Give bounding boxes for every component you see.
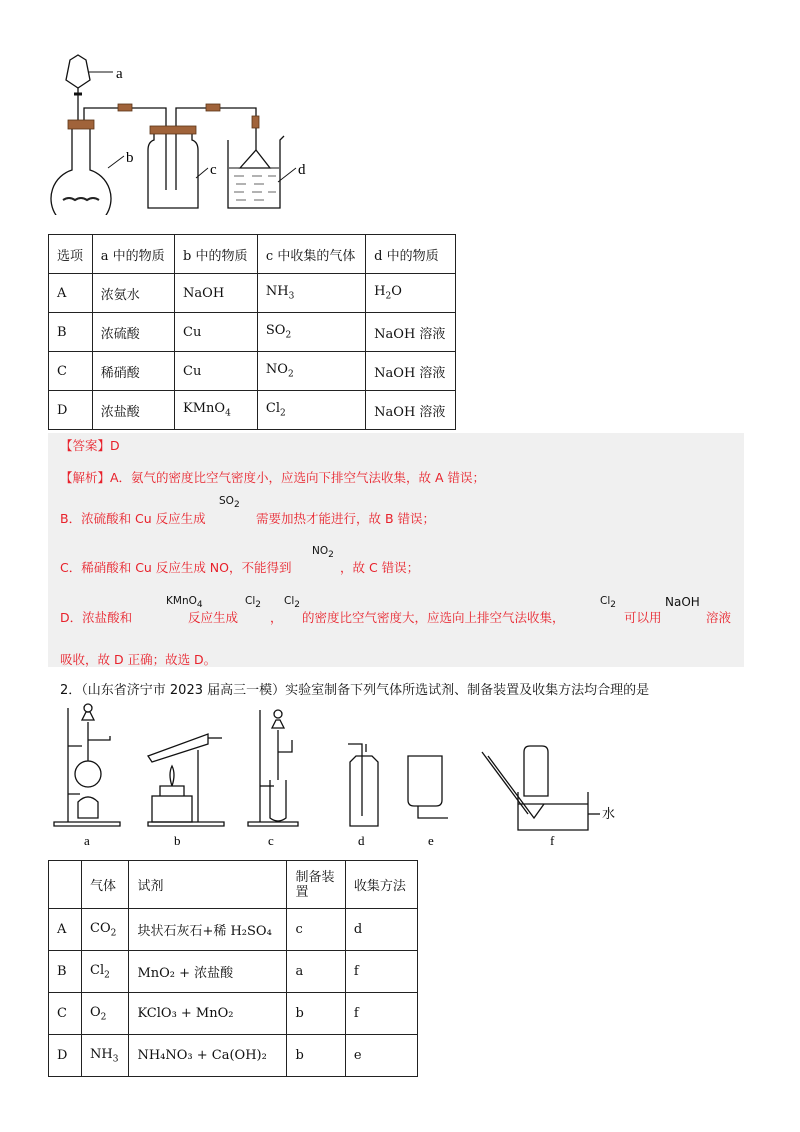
formula-cl2-3: $Cl_2$ bbox=[600, 595, 616, 611]
table-row bbox=[49, 993, 418, 1035]
header-cell: 试剂 bbox=[129, 861, 287, 909]
device-cell: a bbox=[287, 951, 345, 993]
option-cell: B bbox=[49, 313, 93, 352]
q1-apparatus-diagram bbox=[48, 50, 328, 215]
cell-d: NaOH 溶液 bbox=[366, 391, 456, 430]
gas-cell: $Cl_2$ bbox=[82, 951, 129, 993]
cell-d: $H_2O$ bbox=[366, 274, 456, 313]
method-cell: f bbox=[345, 951, 417, 993]
header-cell: c 中收集的气体 bbox=[257, 235, 365, 274]
option-cell: D bbox=[49, 391, 93, 430]
table-row bbox=[49, 391, 456, 430]
cell-c: $Cl_2$ bbox=[257, 391, 365, 430]
answer-line: 【答案】D bbox=[60, 438, 120, 453]
analysis-line-4c: ， bbox=[270, 610, 283, 625]
header-cell: 气体 bbox=[82, 861, 129, 909]
analysis-line-2b: 需要加热才能进行，故 B 错误； bbox=[256, 511, 436, 526]
label-b: b bbox=[126, 150, 134, 166]
analysis-line-5: 吸收，故 D 正确；故选 D。 bbox=[60, 652, 217, 667]
cell-b: NaOH bbox=[175, 274, 258, 313]
cell-a: 浓硫酸 bbox=[92, 313, 174, 352]
formula-no2: $NO_2$ bbox=[312, 545, 334, 561]
header-cell: 选项 bbox=[49, 235, 93, 274]
gas-cell: $O_2$ bbox=[82, 993, 129, 1035]
cell-a: 浓氨水 bbox=[92, 274, 174, 313]
table-row bbox=[49, 1035, 418, 1077]
analysis-line-4d: 的密度比空气密度大，应选向上排空气法收集， bbox=[302, 610, 565, 625]
table-row bbox=[49, 951, 418, 993]
option-cell: B bbox=[49, 951, 82, 993]
table-row bbox=[49, 909, 418, 951]
option-cell: C bbox=[49, 993, 82, 1035]
formula-cl2-2: $Cl_2$ bbox=[284, 595, 300, 611]
reagent-cell: MnO₂ + 浓盐酸 bbox=[129, 951, 287, 993]
analysis-line-1: 【解析】A．氨气的密度比空气密度小，应选向下排空气法收集，故 A 错误； bbox=[60, 470, 486, 485]
header-cell: a 中的物质 bbox=[92, 235, 174, 274]
analysis-line-4b: 反应生成 bbox=[188, 610, 239, 625]
cell-c: $NH_3$ bbox=[257, 274, 365, 313]
label-b: b bbox=[174, 833, 181, 848]
header-cell: d 中的物质 bbox=[366, 235, 456, 274]
label-e: e bbox=[428, 833, 434, 848]
reagent-cell: 块状石灰石+稀 H₂SO₄ bbox=[129, 909, 287, 951]
method-cell: f bbox=[345, 993, 417, 1035]
analysis-line-4f: 溶液 bbox=[706, 610, 732, 625]
table-row bbox=[49, 352, 456, 391]
water-label: 水 bbox=[602, 806, 616, 821]
cell-a: 稀硝酸 bbox=[92, 352, 174, 391]
gas-cell: $CO_2$ bbox=[82, 909, 129, 951]
table-header-row bbox=[49, 861, 418, 909]
q2-apparatus-diagram bbox=[48, 700, 628, 850]
table-row bbox=[49, 313, 456, 352]
header-cell: b 中的物质 bbox=[175, 235, 258, 274]
option-cell: C bbox=[49, 352, 93, 391]
label-c: c bbox=[268, 833, 274, 848]
analysis-line-3a: C．稀硝酸和 Cu 反应生成 NO，不能得到 bbox=[60, 560, 292, 575]
header-cell: 制备装 置 bbox=[287, 861, 345, 909]
cell-d: NaOH 溶液 bbox=[366, 313, 456, 352]
table-row bbox=[49, 274, 456, 313]
label-a: a bbox=[84, 833, 90, 848]
cell-b: Cu bbox=[175, 313, 258, 352]
formula-naoh: NaOH bbox=[665, 595, 700, 609]
table-header-row bbox=[49, 235, 456, 274]
option-cell: A bbox=[49, 909, 82, 951]
gas-cell: $NH_3$ bbox=[82, 1035, 129, 1077]
header-cell bbox=[49, 861, 82, 909]
cell-c: $NO_2$ bbox=[257, 352, 365, 391]
cell-d: NaOH 溶液 bbox=[366, 352, 456, 391]
option-cell: A bbox=[49, 274, 93, 313]
cell-c: $SO_2$ bbox=[257, 313, 365, 352]
header-cell: 收集方法 bbox=[345, 861, 417, 909]
reagent-cell: NH₄NO₃ + Ca(OH)₂ bbox=[129, 1035, 287, 1077]
method-cell: e bbox=[345, 1035, 417, 1077]
formula-kmno4: KMnO$_4$ bbox=[166, 595, 203, 611]
option-cell: D bbox=[49, 1035, 82, 1077]
reagent-cell: KClO₃ + MnO₂ bbox=[129, 993, 287, 1035]
method-cell: d bbox=[345, 909, 417, 951]
cell-b: Cu bbox=[175, 352, 258, 391]
analysis-line-2a: B．浓硫酸和 Cu 反应生成 bbox=[60, 511, 206, 526]
q1-options-table bbox=[48, 234, 456, 430]
cell-b: KMnO$_4$ bbox=[175, 391, 258, 430]
cell-a: 浓盐酸 bbox=[92, 391, 174, 430]
formula-so2: $SO_2$ bbox=[219, 495, 240, 511]
device-cell: b bbox=[287, 993, 345, 1035]
analysis-line-3b: ，故 C 错误； bbox=[340, 560, 420, 575]
label-d: d bbox=[358, 833, 365, 848]
label-d: d bbox=[298, 162, 306, 178]
q2-options-table bbox=[48, 860, 418, 1077]
device-cell: b bbox=[287, 1035, 345, 1077]
label-c: c bbox=[210, 162, 217, 178]
analysis-line-4a: D．浓盐酸和 bbox=[60, 610, 133, 625]
device-cell: c bbox=[287, 909, 345, 951]
q2-stem: 2．（山东省济宁市 2023 届高三一模）实验室制备下列气体所选试剂、制备装置及收集方法均合理的是 bbox=[60, 683, 650, 698]
analysis-line-4e: 可以用 bbox=[624, 610, 662, 625]
formula-cl2-1: $Cl_2$ bbox=[245, 595, 261, 611]
label-f: f bbox=[550, 833, 555, 848]
label-a: a bbox=[116, 66, 123, 82]
